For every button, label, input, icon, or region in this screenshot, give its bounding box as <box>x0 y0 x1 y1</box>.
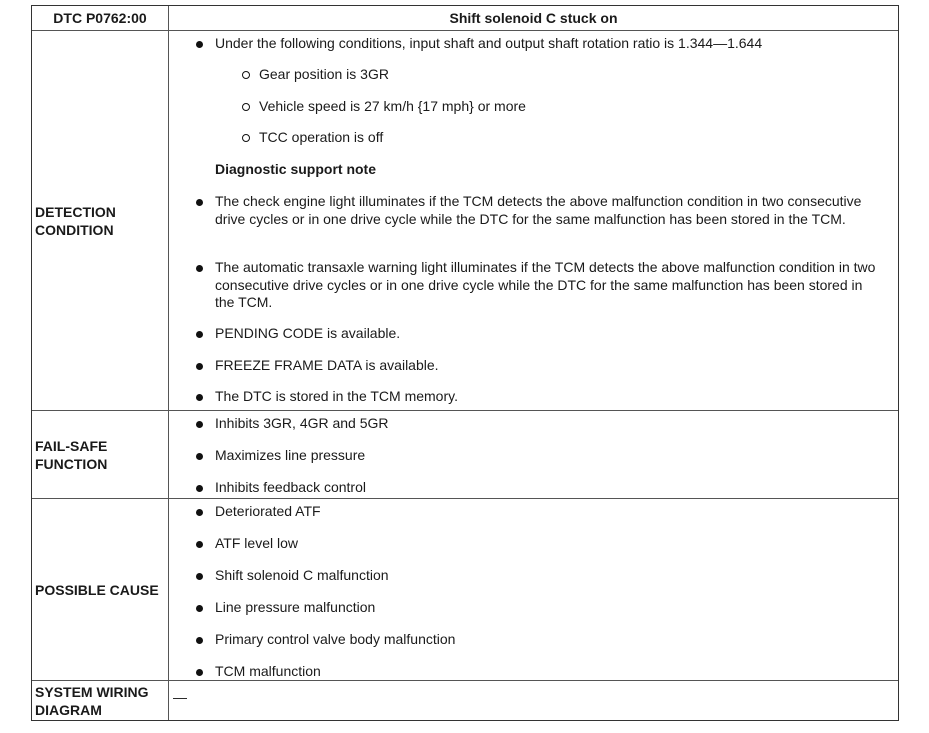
condition-item: TCC operation is off <box>259 129 384 145</box>
bullet-icon <box>196 41 203 48</box>
condition-item: Gear position is 3GR <box>259 66 389 82</box>
cause-item: Primary control valve body malfunction <box>215 631 456 647</box>
cause-item: Shift solenoid C malfunction <box>215 567 389 583</box>
failsafe-content <box>169 411 898 499</box>
wiring-row <box>32 680 898 720</box>
dtc-code: DTC P0762:00 <box>32 6 169 30</box>
failsafe-label: FAIL-SAFE FUNCTION <box>32 411 169 499</box>
failsafe-item: Maximizes line pressure <box>215 447 366 463</box>
cause-row <box>32 498 898 681</box>
bullet-icon <box>196 669 203 676</box>
note-item: The DTC is stored in the TCM memory. <box>215 388 458 404</box>
bullet-icon <box>196 331 203 338</box>
bullet-icon <box>196 363 203 370</box>
cause-label: POSSIBLE CAUSE <box>32 499 169 681</box>
header-row <box>32 6 898 30</box>
wiring-content <box>169 681 898 720</box>
circle-bullet-icon <box>242 103 250 111</box>
note-item: The automatic transaxle warning light illuminates if the TCM detects the above malfunction condition in two consecutive drive cycles or in one drive cycle while the DTC for the same malfunction has been stored in the TCM. <box>215 259 876 310</box>
condition-item: Vehicle speed is 27 km/h {17 mph} or more <box>259 98 526 114</box>
diagnostic-note-title: Diagnostic support note <box>215 161 376 177</box>
bullet-icon <box>196 421 203 428</box>
cause-item: Deteriorated ATF <box>215 503 321 519</box>
bullet-icon <box>196 509 203 516</box>
detection-intro: Under the following conditions, input shaft and output shaft rotation ratio is 1.344—1.644 <box>215 35 763 51</box>
detection-row <box>32 30 898 411</box>
detection-content <box>169 31 898 411</box>
wiring-label: SYSTEM WIRING DIAGRAM <box>32 681 169 720</box>
failsafe-item: Inhibits 3GR, 4GR and 5GR <box>215 415 389 431</box>
bullet-icon <box>196 453 203 460</box>
dtc-title: Shift solenoid C stuck on <box>449 10 618 26</box>
note-item: PENDING CODE is available. <box>215 325 401 341</box>
circle-bullet-icon <box>242 71 250 79</box>
failsafe-row <box>32 410 898 499</box>
bullet-icon <box>196 637 203 644</box>
failsafe-item: Inhibits feedback control <box>215 479 366 495</box>
bullet-icon <box>196 485 203 492</box>
dtc-table <box>31 5 899 721</box>
cause-item: TCM malfunction <box>215 663 321 679</box>
wiring-value: — <box>173 689 187 705</box>
bullet-icon <box>196 199 203 206</box>
bullet-icon <box>196 541 203 548</box>
cause-item: ATF level low <box>215 535 298 551</box>
cause-item: Line pressure malfunction <box>215 599 376 615</box>
circle-bullet-icon <box>242 134 250 142</box>
bullet-icon <box>196 605 203 612</box>
bullet-icon <box>196 394 203 401</box>
bullet-icon <box>196 265 203 272</box>
note-item: FREEZE FRAME DATA is available. <box>215 357 439 373</box>
bullet-icon <box>196 573 203 580</box>
detection-label: DETECTION CONDITION <box>32 31 169 411</box>
note-item: The check engine light illuminates if the TCM detects the above malfunction condition in two consecutive drive cycles or in one drive cycle while the DTC for the same malfunction has been stored in the TCM. <box>215 193 862 227</box>
cause-content <box>169 499 898 681</box>
